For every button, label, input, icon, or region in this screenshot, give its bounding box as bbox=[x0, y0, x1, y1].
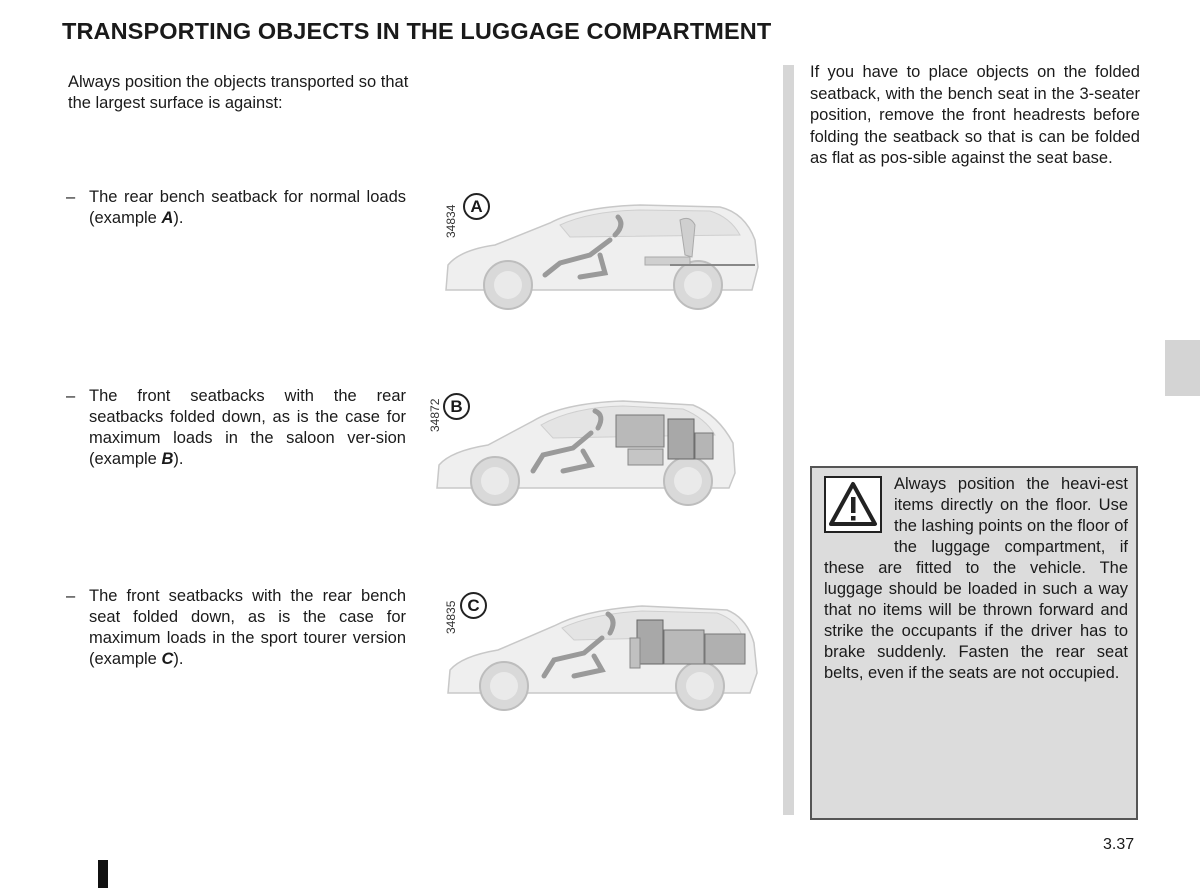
figure-label-c: C bbox=[460, 592, 487, 619]
list-item-text: The front seatbacks with the rear bench seat folded down, as is the case for maximum loads in the sport tourer version (example C). bbox=[89, 587, 406, 668]
list-item-a bbox=[66, 187, 406, 229]
warning-text: Always position the heavi-est items directly on the floor. Use the lashing points on the floor of the luggage compartment, if these are fitted to the vehicle. The luggage should be loaded in such a way that no items will be thrown forward and strike the occupants if the driver has to brake suddenly. Fasten the rear seat belts, even if the seats are not occupied. bbox=[824, 475, 1128, 682]
figure-number: 34872 bbox=[428, 398, 442, 432]
intro-text: Always position the objects transported so that the largest surface is against: bbox=[68, 73, 409, 112]
figure-number: 34835 bbox=[444, 600, 458, 634]
car-illustration-a bbox=[440, 195, 765, 310]
example-ref: C bbox=[161, 650, 174, 668]
list-item-b bbox=[66, 386, 406, 470]
list-dash: – bbox=[66, 188, 76, 206]
warning-text-wrap bbox=[824, 474, 1128, 684]
right-paragraph: If you have to place objects on the folded seatback, with the bench seat in the 3-seater position, remove the front headrests before folding the seatback so that is can be folded as flat as pos-sible against the seat base. bbox=[810, 63, 1140, 167]
car-illustration-b bbox=[433, 393, 748, 508]
column-divider bbox=[783, 65, 794, 815]
figure-label-b: B bbox=[443, 393, 470, 420]
list-item-text: The front seatbacks with the rear seatbacks folded down, as is the case for maximum loads in the saloon ver-sion (example B). bbox=[89, 387, 406, 468]
crop-mark bbox=[98, 860, 108, 888]
list-dash: – bbox=[66, 587, 76, 605]
page-number: 3.37 bbox=[1103, 836, 1135, 853]
list-item-c bbox=[66, 586, 406, 670]
figure-number: 34834 bbox=[444, 204, 458, 238]
warning-box bbox=[810, 466, 1138, 820]
page-title: TRANSPORTING OBJECTS IN THE LUGGAGE COMPARTMENT bbox=[62, 18, 772, 44]
list-dash: – bbox=[66, 387, 76, 405]
chapter-tab bbox=[1165, 340, 1200, 396]
example-ref: A bbox=[161, 209, 174, 227]
car-illustration-c bbox=[442, 598, 762, 713]
figure-label-a: A bbox=[463, 193, 490, 220]
example-ref: B bbox=[161, 450, 174, 468]
list-item-text: The rear bench seatback for normal loads (example A). bbox=[89, 188, 406, 227]
